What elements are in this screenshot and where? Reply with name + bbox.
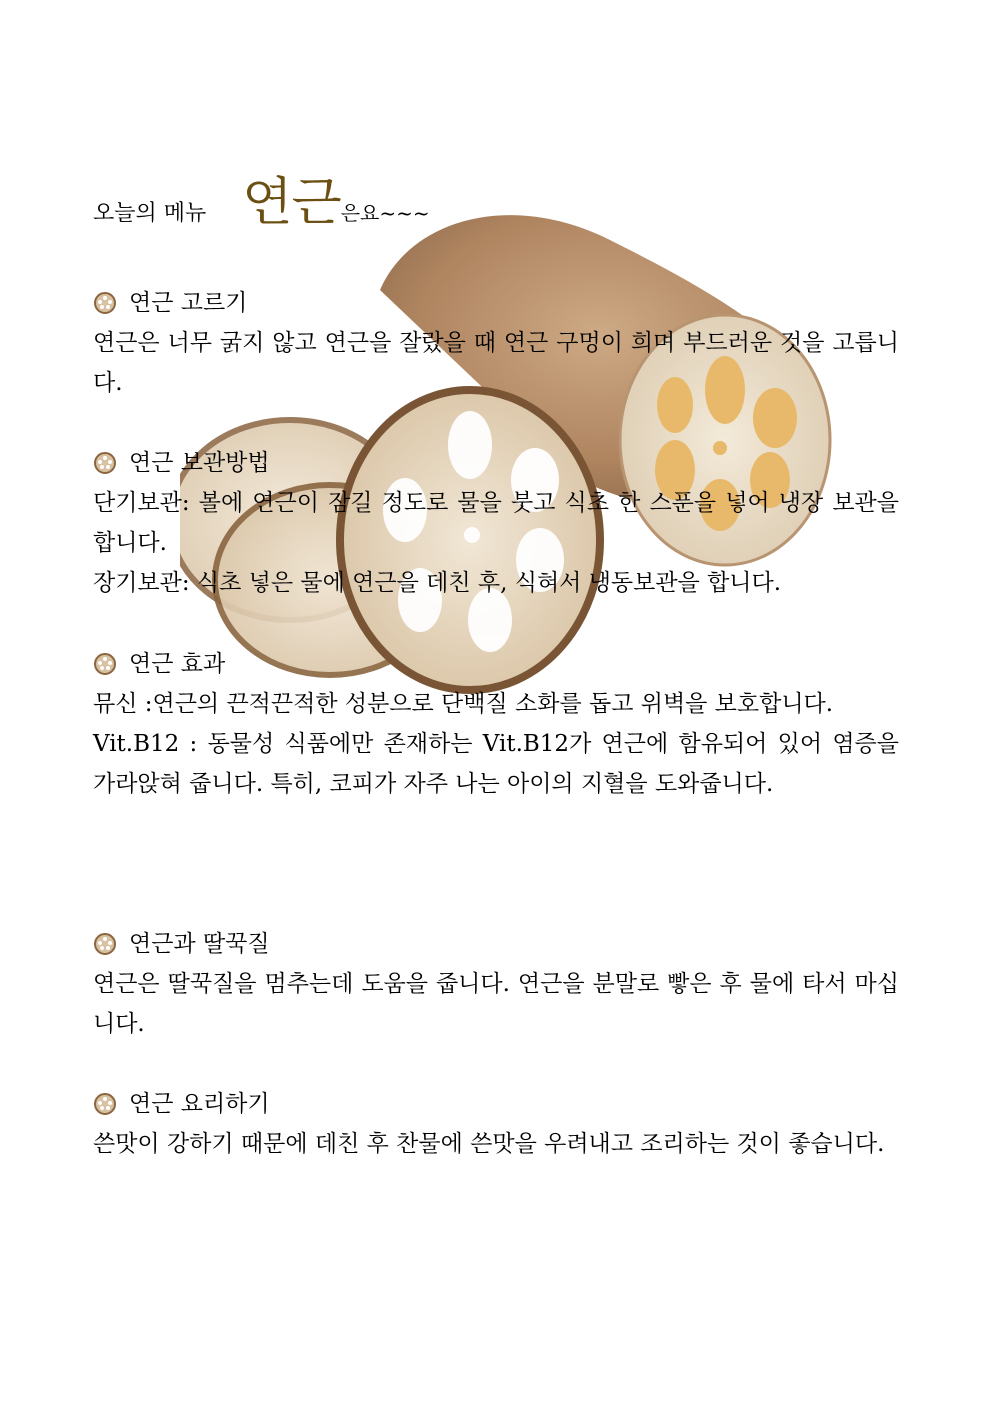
section-heading	[93, 443, 899, 483]
lotus-bullet-icon	[93, 291, 117, 315]
title-suffix: 은요~~~	[340, 201, 430, 225]
title-main: 연근	[242, 173, 341, 233]
lotus-bullet-icon	[93, 451, 117, 475]
lotus-bullet-icon	[93, 1092, 117, 1116]
paragraph: 연근은 너무 굵지 않고 연근을 잘랐을 때 연근 구멍이 희며 부드러운 것을 고릅니다.	[93, 330, 899, 396]
lotus-root-illustration	[180, 180, 840, 700]
section-heading	[93, 283, 899, 323]
lotus-bullet-icon	[93, 932, 117, 956]
page-title	[93, 160, 430, 235]
section-heading	[93, 1084, 899, 1124]
section-heading-text: 연근 고르기	[129, 290, 248, 316]
section-heading-text: 연근 요리하기	[129, 1091, 270, 1117]
paragraph: 뮤신 :연근의 끈적끈적한 성분으로 단백질 소화를 돕고 위벽을 보호합니다.	[93, 691, 834, 717]
paragraph: 연근은 딸꾹질을 멈추는데 도움을 줍니다. 연근을 분말로 빻은 후 물에 타서 마십니다.	[93, 971, 899, 1037]
paragraph: 쓴맛이 강하기 때문에 데친 후 찬물에 쓴맛을 우려내고 조리하는 것이 좋습니다.	[93, 1131, 885, 1157]
title-prefix: 오늘의 메뉴	[93, 201, 207, 226]
section-cooking	[93, 1084, 899, 1164]
section-heading-text: 연근과 딸꾹질	[129, 931, 270, 957]
section-selection	[93, 283, 899, 403]
section-heading	[93, 924, 899, 964]
paragraph: 단기보관: 볼에 연근이 잠길 정도로 물을 붓고 식초 한 스푼을 넣어 냉장 보관을 합니다.	[93, 490, 899, 556]
section-heading-text: 연근 보관방법	[129, 450, 270, 476]
section-effects	[93, 644, 899, 804]
section-heading-text: 연근 효과	[129, 651, 226, 677]
section-hiccups	[93, 924, 899, 1044]
paragraph: Vit.B12 : 동물성 식품에만 존재하는 Vit.B12가 연근에 함유되어 있어 염증을 가라앉혀 줍니다. 특히, 코피가 자주 나는 아이의 지혈을 도와줍니다.	[93, 731, 899, 797]
section-heading	[93, 644, 899, 684]
paragraph: 장기보관: 식초 넣은 물에 연근을 데친 후, 식혀서 냉동보관을 합니다.	[93, 570, 782, 596]
section-storage	[93, 443, 899, 603]
lotus-bullet-icon	[93, 652, 117, 676]
